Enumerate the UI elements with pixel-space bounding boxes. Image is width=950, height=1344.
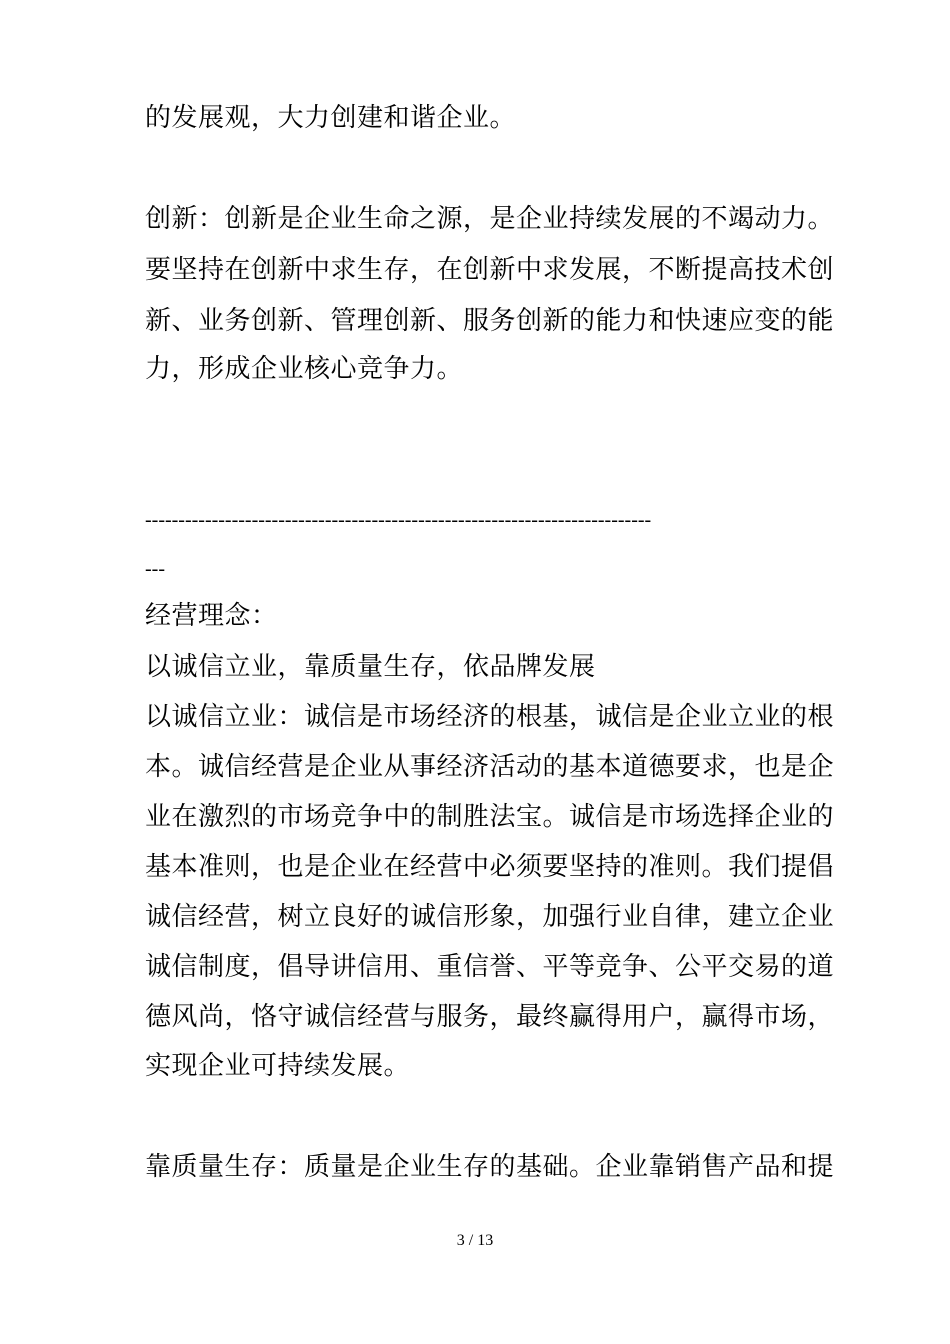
section-heading: 经营理念： — [145, 601, 278, 631]
paragraph-line: 诚信制度，倡导讲信用、重信誉、平等竞争、公平交易的道 — [145, 952, 835, 982]
paragraph-line: 要坚持在创新中求生存，在创新中求发展，不断提高技术创 — [145, 255, 835, 285]
paragraph-line: 创新：创新是企业生命之源，是企业持续发展的不竭动力。 — [145, 204, 835, 234]
separator-line: --- — [145, 558, 165, 580]
paragraph-line: 实现企业可持续发展。 — [145, 1051, 411, 1081]
paragraph-line: 本。诚信经营是企业从事经济活动的基本道德要求，也是企 — [145, 752, 835, 782]
slogan-line: 以诚信立业，靠质量生存，依品牌发展 — [145, 652, 596, 682]
paragraph-line: 力，形成企业核心竞争力。 — [145, 354, 464, 384]
paragraph-line: 基本准则，也是企业在经营中必须要坚持的准则。我们提倡 — [145, 852, 835, 882]
paragraph-line: 诚信经营，树立良好的诚信形象，加强行业自律，建立企业 — [145, 902, 835, 932]
page-number: 3 / 13 — [456, 1232, 494, 1249]
paragraph-line: 的发展观，大力创建和谐企业。 — [145, 103, 517, 133]
paragraph-line: 新、业务创新、管理创新、服务创新的能力和快速应变的能 — [145, 306, 835, 336]
paragraph-line: 以诚信立业：诚信是市场经济的根基，诚信是企业立业的根 — [145, 702, 835, 732]
separator-line: ---------------------------------------------------------------------------- — [145, 509, 652, 531]
paragraph-line: 德风尚，恪守诚信经营与服务，最终赢得用户，赢得市场， — [145, 1002, 835, 1032]
paragraph-line: 业在激烈的市场竞争中的制胜法宝。诚信是市场选择企业的 — [145, 802, 835, 832]
paragraph-line: 靠质量生存：质量是企业生存的基础。企业靠销售产品和提 — [145, 1152, 835, 1182]
